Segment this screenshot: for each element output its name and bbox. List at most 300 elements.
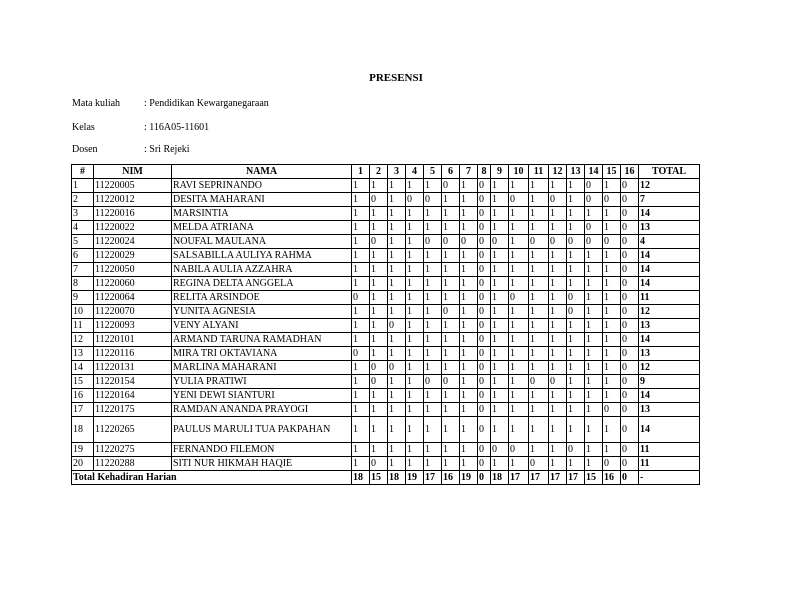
attendance-cell: 0 bbox=[567, 305, 585, 319]
attendance-cell: 1 bbox=[529, 179, 549, 193]
table-row bbox=[72, 417, 700, 443]
attendance-cell: 1 bbox=[585, 305, 603, 319]
attendance-cell: 1 bbox=[585, 291, 603, 305]
attendance-cell: 0 bbox=[621, 333, 639, 347]
attendance-cell: 1 bbox=[509, 263, 529, 277]
attendance-cell: 1 bbox=[529, 319, 549, 333]
row-number-cell: 18 bbox=[72, 417, 94, 443]
column-header: 1 bbox=[352, 165, 370, 179]
attendance-cell: 1 bbox=[603, 305, 621, 319]
name-cell: DESITA MAHARANI bbox=[172, 193, 352, 207]
attendance-cell: 0 bbox=[478, 347, 491, 361]
column-header: 16 bbox=[621, 165, 639, 179]
attendance-cell: 1 bbox=[567, 361, 585, 375]
attendance-cell: 1 bbox=[567, 417, 585, 443]
attendance-cell: 1 bbox=[567, 457, 585, 471]
total-cell: 13 bbox=[639, 319, 700, 333]
attendance-cell: 1 bbox=[352, 207, 370, 221]
total-cell: 14 bbox=[639, 263, 700, 277]
attendance-cell: 0 bbox=[388, 319, 406, 333]
attendance-cell: 1 bbox=[460, 389, 478, 403]
table-row bbox=[72, 457, 700, 471]
attendance-cell: 1 bbox=[388, 221, 406, 235]
attendance-cell: 0 bbox=[621, 249, 639, 263]
total-cell: 11 bbox=[639, 443, 700, 457]
attendance-cell: 1 bbox=[603, 375, 621, 389]
row-number-cell: 20 bbox=[72, 457, 94, 471]
attendance-cell: 1 bbox=[529, 417, 549, 443]
attendance-cell: 1 bbox=[529, 443, 549, 457]
attendance-cell: 1 bbox=[603, 277, 621, 291]
attendance-cell: 1 bbox=[352, 417, 370, 443]
attendance-cell: 1 bbox=[442, 277, 460, 291]
attendance-cell: 0 bbox=[529, 375, 549, 389]
attendance-cell: 1 bbox=[460, 263, 478, 277]
attendance-cell: 0 bbox=[621, 457, 639, 471]
attendance-cell: 1 bbox=[442, 389, 460, 403]
attendance-cell: 0 bbox=[478, 263, 491, 277]
nim-cell: 11220012 bbox=[94, 193, 172, 207]
attendance-cell: 1 bbox=[549, 221, 567, 235]
attendance-cell: 1 bbox=[460, 291, 478, 305]
attendance-cell: 1 bbox=[603, 347, 621, 361]
attendance-cell: 1 bbox=[491, 263, 509, 277]
attendance-cell: 1 bbox=[460, 347, 478, 361]
nim-cell: 11220131 bbox=[94, 361, 172, 375]
nim-cell: 11220064 bbox=[94, 291, 172, 305]
attendance-cell: 1 bbox=[603, 207, 621, 221]
attendance-cell: 1 bbox=[529, 221, 549, 235]
column-header: 9 bbox=[491, 165, 509, 179]
nim-cell: 11220060 bbox=[94, 277, 172, 291]
attendance-cell: 0 bbox=[478, 249, 491, 263]
attendance-cell: 1 bbox=[406, 207, 424, 221]
attendance-cell: 1 bbox=[529, 291, 549, 305]
column-header: NAMA bbox=[172, 165, 352, 179]
attendance-cell: 1 bbox=[529, 305, 549, 319]
attendance-cell: 1 bbox=[567, 249, 585, 263]
attendance-cell: 1 bbox=[603, 249, 621, 263]
attendance-cell: 1 bbox=[442, 347, 460, 361]
row-number-cell: 7 bbox=[72, 263, 94, 277]
attendance-cell: 1 bbox=[352, 333, 370, 347]
table-row bbox=[72, 207, 700, 221]
attendance-cell: 1 bbox=[567, 347, 585, 361]
attendance-cell: 1 bbox=[370, 443, 388, 457]
attendance-cell: 1 bbox=[388, 249, 406, 263]
attendance-cell: 1 bbox=[585, 457, 603, 471]
attendance-cell: 1 bbox=[549, 443, 567, 457]
table-footer-row bbox=[72, 471, 700, 485]
nim-cell: 11220050 bbox=[94, 263, 172, 277]
row-number-cell: 5 bbox=[72, 235, 94, 249]
daily-total-cell: 16 bbox=[603, 471, 621, 485]
total-cell: 14 bbox=[639, 249, 700, 263]
name-cell: YULIA PRATIWI bbox=[172, 375, 352, 389]
attendance-cell: 0 bbox=[549, 193, 567, 207]
attendance-cell: 1 bbox=[442, 207, 460, 221]
column-header: 13 bbox=[567, 165, 585, 179]
name-cell: MELDA ATRIANA bbox=[172, 221, 352, 235]
attendance-cell: 1 bbox=[406, 333, 424, 347]
attendance-cell: 1 bbox=[567, 333, 585, 347]
attendance-cell: 0 bbox=[424, 375, 442, 389]
attendance-cell: 1 bbox=[549, 457, 567, 471]
attendance-cell: 1 bbox=[585, 263, 603, 277]
attendance-cell: 0 bbox=[621, 179, 639, 193]
attendance-cell: 1 bbox=[388, 457, 406, 471]
attendance-cell: 1 bbox=[370, 207, 388, 221]
attendance-cell: 1 bbox=[549, 291, 567, 305]
attendance-cell: 0 bbox=[370, 235, 388, 249]
name-cell: RELITA ARSINDOE bbox=[172, 291, 352, 305]
attendance-cell: 1 bbox=[370, 305, 388, 319]
mata-kuliah-label: Mata kuliah bbox=[72, 98, 121, 109]
attendance-cell: 1 bbox=[509, 457, 529, 471]
attendance-cell: 0 bbox=[621, 193, 639, 207]
daily-total-cell: 18 bbox=[491, 471, 509, 485]
attendance-cell: 1 bbox=[424, 333, 442, 347]
attendance-cell: 1 bbox=[352, 389, 370, 403]
attendance-cell: 1 bbox=[370, 277, 388, 291]
attendance-cell: 1 bbox=[491, 179, 509, 193]
attendance-cell: 1 bbox=[388, 403, 406, 417]
row-number-cell: 12 bbox=[72, 333, 94, 347]
attendance-cell: 1 bbox=[424, 319, 442, 333]
attendance-cell: 1 bbox=[603, 319, 621, 333]
table-row bbox=[72, 347, 700, 361]
attendance-cell: 1 bbox=[491, 375, 509, 389]
total-cell: 13 bbox=[639, 347, 700, 361]
attendance-cell: 1 bbox=[460, 277, 478, 291]
daily-total-cell: 0 bbox=[478, 471, 491, 485]
attendance-cell: 1 bbox=[549, 249, 567, 263]
attendance-cell: 1 bbox=[370, 333, 388, 347]
attendance-cell: 1 bbox=[352, 277, 370, 291]
name-cell: PAULUS MARULI TUA PAKPAHAN bbox=[172, 417, 352, 443]
attendance-cell: 1 bbox=[388, 347, 406, 361]
nim-cell: 11220016 bbox=[94, 207, 172, 221]
attendance-cell: 1 bbox=[406, 389, 424, 403]
attendance-cell: 1 bbox=[567, 277, 585, 291]
attendance-cell: 0 bbox=[621, 443, 639, 457]
attendance-cell: 0 bbox=[370, 457, 388, 471]
total-cell: 14 bbox=[639, 417, 700, 443]
attendance-cell: 0 bbox=[621, 375, 639, 389]
attendance-cell: 0 bbox=[478, 403, 491, 417]
attendance-cell: 1 bbox=[442, 319, 460, 333]
attendance-cell: 1 bbox=[370, 403, 388, 417]
attendance-cell: 1 bbox=[603, 221, 621, 235]
dosen-value: : Sri Rejeki bbox=[144, 144, 190, 155]
attendance-cell: 0 bbox=[460, 235, 478, 249]
attendance-cell: 1 bbox=[603, 333, 621, 347]
attendance-cell: 0 bbox=[621, 361, 639, 375]
attendance-cell: 1 bbox=[352, 249, 370, 263]
nim-cell: 11220288 bbox=[94, 457, 172, 471]
daily-total-cell: 17 bbox=[549, 471, 567, 485]
attendance-cell: 0 bbox=[478, 417, 491, 443]
attendance-cell: 1 bbox=[442, 221, 460, 235]
attendance-cell: 1 bbox=[424, 347, 442, 361]
attendance-cell: 1 bbox=[567, 263, 585, 277]
row-number-cell: 8 bbox=[72, 277, 94, 291]
name-cell: RAMDAN ANANDA PRAYOGI bbox=[172, 403, 352, 417]
attendance-cell: 1 bbox=[567, 319, 585, 333]
name-cell: FERNANDO FILEMON bbox=[172, 443, 352, 457]
attendance-cell: 1 bbox=[406, 361, 424, 375]
attendance-cell: 1 bbox=[442, 417, 460, 443]
attendance-cell: 1 bbox=[529, 249, 549, 263]
attendance-cell: 1 bbox=[442, 361, 460, 375]
attendance-cell: 1 bbox=[491, 193, 509, 207]
attendance-cell: 1 bbox=[549, 207, 567, 221]
name-cell: RAVI SEPRINANDO bbox=[172, 179, 352, 193]
attendance-cell: 1 bbox=[406, 403, 424, 417]
attendance-cell: 1 bbox=[442, 457, 460, 471]
column-header: NIM bbox=[94, 165, 172, 179]
attendance-cell: 0 bbox=[549, 235, 567, 249]
column-header: 3 bbox=[388, 165, 406, 179]
name-cell: MARSINTIA bbox=[172, 207, 352, 221]
attendance-cell: 0 bbox=[478, 193, 491, 207]
attendance-cell: 1 bbox=[460, 457, 478, 471]
row-number-cell: 10 bbox=[72, 305, 94, 319]
attendance-cell: 1 bbox=[549, 277, 567, 291]
attendance-cell: 0 bbox=[509, 291, 529, 305]
attendance-cell: 1 bbox=[585, 347, 603, 361]
attendance-cell: 1 bbox=[424, 249, 442, 263]
attendance-cell: 0 bbox=[370, 375, 388, 389]
attendance-cell: 0 bbox=[491, 235, 509, 249]
name-cell: SALSABILLA AULIYA RAHMA bbox=[172, 249, 352, 263]
attendance-cell: 1 bbox=[352, 221, 370, 235]
attendance-cell: 0 bbox=[603, 403, 621, 417]
total-cell: 13 bbox=[639, 221, 700, 235]
attendance-cell: 1 bbox=[549, 319, 567, 333]
attendance-cell: 1 bbox=[442, 333, 460, 347]
attendance-cell: 1 bbox=[509, 207, 529, 221]
attendance-cell: 0 bbox=[442, 179, 460, 193]
attendance-cell: 1 bbox=[406, 235, 424, 249]
nim-cell: 11220093 bbox=[94, 319, 172, 333]
attendance-cell: 0 bbox=[621, 403, 639, 417]
total-cell: 4 bbox=[639, 235, 700, 249]
attendance-cell: 1 bbox=[406, 347, 424, 361]
attendance-cell: 1 bbox=[460, 249, 478, 263]
attendance-cell: 1 bbox=[442, 263, 460, 277]
attendance-cell: 1 bbox=[424, 221, 442, 235]
daily-total-cell: 16 bbox=[442, 471, 460, 485]
attendance-cell: 1 bbox=[603, 443, 621, 457]
attendance-cell: 1 bbox=[491, 221, 509, 235]
daily-total-cell: 18 bbox=[388, 471, 406, 485]
attendance-cell: 1 bbox=[603, 361, 621, 375]
attendance-cell: 1 bbox=[549, 305, 567, 319]
attendance-cell: 1 bbox=[406, 305, 424, 319]
info-kelas bbox=[72, 122, 209, 133]
column-header: 8 bbox=[478, 165, 491, 179]
attendance-cell: 1 bbox=[388, 417, 406, 443]
attendance-cell: 1 bbox=[424, 179, 442, 193]
attendance-cell: 1 bbox=[352, 443, 370, 457]
attendance-cell: 0 bbox=[621, 207, 639, 221]
attendance-cell: 1 bbox=[549, 347, 567, 361]
column-header: 10 bbox=[509, 165, 529, 179]
attendance-cell: 1 bbox=[529, 207, 549, 221]
attendance-cell: 0 bbox=[352, 347, 370, 361]
name-cell: SITI NUR HIKMAH HAQIE bbox=[172, 457, 352, 471]
attendance-cell: 1 bbox=[424, 361, 442, 375]
attendance-cell: 1 bbox=[406, 291, 424, 305]
attendance-cell: 1 bbox=[491, 361, 509, 375]
attendance-cell: 1 bbox=[549, 333, 567, 347]
table-row bbox=[72, 193, 700, 207]
attendance-cell: 1 bbox=[460, 207, 478, 221]
daily-total-cell: 17 bbox=[529, 471, 549, 485]
mata-kuliah-value: : Pendidikan Kewarganegaraan bbox=[144, 98, 269, 109]
total-cell: 14 bbox=[639, 207, 700, 221]
attendance-cell: 0 bbox=[442, 235, 460, 249]
attendance-cell: 0 bbox=[621, 291, 639, 305]
attendance-cell: 1 bbox=[529, 389, 549, 403]
table-row bbox=[72, 443, 700, 457]
attendance-cell: 0 bbox=[442, 305, 460, 319]
attendance-cell: 1 bbox=[491, 207, 509, 221]
table-row bbox=[72, 305, 700, 319]
total-cell: 14 bbox=[639, 277, 700, 291]
attendance-cell: 0 bbox=[478, 207, 491, 221]
attendance-cell: 1 bbox=[406, 263, 424, 277]
nim-cell: 11220154 bbox=[94, 375, 172, 389]
attendance-cell: 1 bbox=[585, 375, 603, 389]
attendance-cell: 1 bbox=[585, 443, 603, 457]
table-row bbox=[72, 291, 700, 305]
attendance-cell: 1 bbox=[442, 249, 460, 263]
attendance-cell: 1 bbox=[406, 443, 424, 457]
attendance-cell: 1 bbox=[509, 389, 529, 403]
attendance-cell: 1 bbox=[352, 457, 370, 471]
attendance-cell: 1 bbox=[442, 443, 460, 457]
nim-cell: 11220029 bbox=[94, 249, 172, 263]
attendance-cell: 0 bbox=[478, 277, 491, 291]
attendance-cell: 0 bbox=[603, 193, 621, 207]
attendance-cell: 0 bbox=[621, 417, 639, 443]
table-row bbox=[72, 235, 700, 249]
attendance-cell: 1 bbox=[509, 403, 529, 417]
total-cell: 7 bbox=[639, 193, 700, 207]
attendance-cell: 1 bbox=[585, 389, 603, 403]
nim-cell: 11220175 bbox=[94, 403, 172, 417]
attendance-cell: 1 bbox=[567, 389, 585, 403]
attendance-cell: 1 bbox=[529, 263, 549, 277]
attendance-cell: 1 bbox=[585, 249, 603, 263]
name-cell: REGINA DELTA ANGGELA bbox=[172, 277, 352, 291]
table-row bbox=[72, 249, 700, 263]
attendance-cell: 1 bbox=[424, 207, 442, 221]
column-header: 11 bbox=[529, 165, 549, 179]
attendance-cell: 1 bbox=[549, 403, 567, 417]
attendance-cell: 1 bbox=[460, 333, 478, 347]
attendance-cell: 1 bbox=[529, 403, 549, 417]
row-number-cell: 17 bbox=[72, 403, 94, 417]
nim-cell: 11220116 bbox=[94, 347, 172, 361]
footer-label: Total Kehadiran Harian bbox=[72, 471, 352, 485]
row-number-cell: 14 bbox=[72, 361, 94, 375]
attendance-cell: 1 bbox=[388, 333, 406, 347]
row-number-cell: 11 bbox=[72, 319, 94, 333]
attendance-cell: 0 bbox=[529, 457, 549, 471]
attendance-cell: 1 bbox=[370, 221, 388, 235]
attendance-cell: 0 bbox=[478, 361, 491, 375]
attendance-cell: 1 bbox=[370, 389, 388, 403]
attendance-cell: 1 bbox=[352, 361, 370, 375]
attendance-cell: 1 bbox=[529, 333, 549, 347]
attendance-cell: 0 bbox=[491, 443, 509, 457]
attendance-cell: 1 bbox=[352, 319, 370, 333]
footer-total-cell: - bbox=[639, 471, 700, 485]
attendance-cell: 1 bbox=[370, 249, 388, 263]
attendance-cell: 0 bbox=[567, 443, 585, 457]
nim-cell: 11220265 bbox=[94, 417, 172, 443]
page-title: PRESENSI bbox=[369, 72, 423, 84]
attendance-cell: 0 bbox=[621, 221, 639, 235]
attendance-cell: 1 bbox=[388, 179, 406, 193]
attendance-cell: 0 bbox=[621, 319, 639, 333]
attendance-cell: 1 bbox=[460, 403, 478, 417]
table-row bbox=[72, 389, 700, 403]
attendance-cell: 0 bbox=[585, 221, 603, 235]
attendance-cell: 1 bbox=[424, 403, 442, 417]
row-number-cell: 2 bbox=[72, 193, 94, 207]
attendance-cell: 1 bbox=[529, 193, 549, 207]
row-number-cell: 6 bbox=[72, 249, 94, 263]
row-number-cell: 15 bbox=[72, 375, 94, 389]
attendance-cell: 1 bbox=[567, 403, 585, 417]
kelas-value: : 116A05-11601 bbox=[144, 122, 210, 133]
attendance-cell: 1 bbox=[567, 193, 585, 207]
table-row bbox=[72, 221, 700, 235]
attendance-cell: 1 bbox=[370, 347, 388, 361]
attendance-cell: 1 bbox=[509, 305, 529, 319]
daily-total-cell: 17 bbox=[424, 471, 442, 485]
attendance-cell: 1 bbox=[460, 361, 478, 375]
attendance-cell: 1 bbox=[388, 443, 406, 457]
attendance-cell: 1 bbox=[567, 179, 585, 193]
attendance-cell: 1 bbox=[424, 305, 442, 319]
attendance-cell: 1 bbox=[567, 207, 585, 221]
attendance-cell: 1 bbox=[567, 375, 585, 389]
attendance-cell: 1 bbox=[406, 375, 424, 389]
attendance-cell: 1 bbox=[460, 443, 478, 457]
attendance-cell: 1 bbox=[352, 375, 370, 389]
attendance-cell: 1 bbox=[491, 277, 509, 291]
attendance-cell: 1 bbox=[388, 263, 406, 277]
attendance-cell: 0 bbox=[424, 235, 442, 249]
column-header: 14 bbox=[585, 165, 603, 179]
total-cell: 14 bbox=[639, 333, 700, 347]
attendance-cell: 1 bbox=[585, 361, 603, 375]
attendance-cell: 0 bbox=[621, 235, 639, 249]
nim-cell: 11220275 bbox=[94, 443, 172, 457]
attendance-cell: 0 bbox=[478, 443, 491, 457]
attendance-cell: 1 bbox=[509, 375, 529, 389]
attendance-cell: 0 bbox=[478, 291, 491, 305]
table-row bbox=[72, 403, 700, 417]
attendance-cell: 1 bbox=[388, 193, 406, 207]
attendance-cell: 1 bbox=[603, 291, 621, 305]
attendance-cell: 0 bbox=[352, 291, 370, 305]
